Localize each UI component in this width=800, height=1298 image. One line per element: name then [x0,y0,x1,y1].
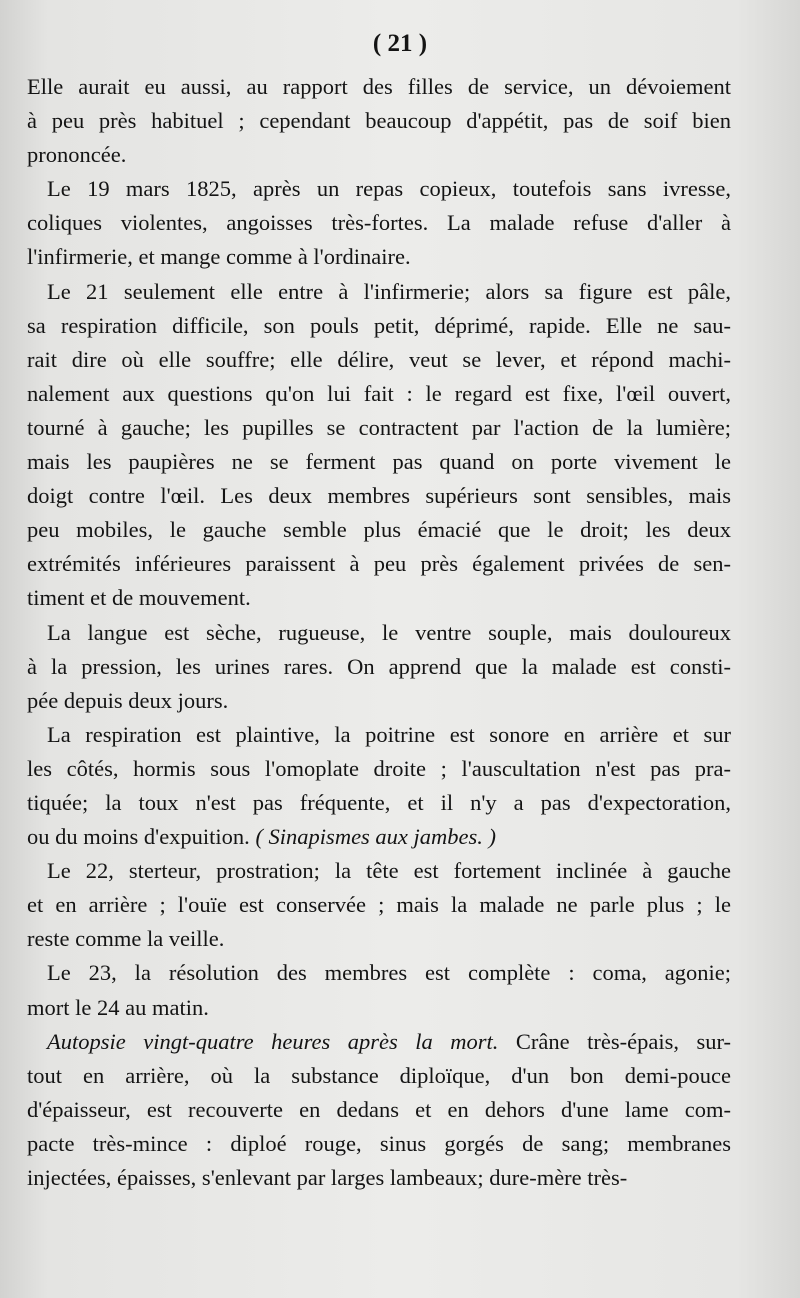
text-line [27,70,731,104]
text-line [27,1025,731,1059]
line-text: les côtés, hormis sous l'omoplate droite ; l'auscultation n'est pas pra- [27,755,731,781]
line-text: mort le 24 au matin. [27,994,209,1020]
text-line [27,956,731,990]
text-line [27,752,731,786]
paragraph [27,854,731,956]
line-text: d'épaisseur, est recouverte en dedans et en dehors d'une lame com- [27,1096,731,1122]
line-text: Le 22, sterteur, prostration; la tête est fortement inclinée à gauche [47,858,731,884]
paragraph [27,616,731,718]
text-line [27,445,731,479]
line-text: et en arrière ; l'ouïe est conservée ; mais la malade ne parle plus ; le [27,892,731,918]
text-line [27,1059,731,1093]
line-text: doigt contre l'œil. Les deux membres supérieurs sont sensibles, mais [27,483,731,509]
text-line [27,513,731,547]
body-text [27,70,731,1195]
text-line [27,650,731,684]
text-line [27,104,731,138]
line-text: rait dire où elle souffre; elle délire, veut se lever, et répond machi- [27,346,731,372]
italic-heading: Autopsie vingt-quatre heures après la mort. [47,1028,499,1054]
paragraph [27,718,731,854]
text-line [27,1161,731,1195]
paragraph [27,275,731,616]
text-line [27,206,731,240]
text-line [27,1093,731,1127]
line-text: tourné à gauche; les pupilles se contractent par l'action de la lumière; [27,414,731,440]
line-text: Le 21 seulement elle entre à l'infirmerie; alors sa figure est pâle, [47,278,731,304]
text-line [27,377,731,411]
paragraph [27,1025,731,1195]
line-text: nalement aux questions qu'on lui fait : le regard est fixe, l'œil ouvert, [27,380,731,406]
line-text: à peu près habituel ; cependant beaucoup d'appétit, pas de soif bien [27,108,731,134]
line-text: Le 23, la résolution des membres est complète : coma, agonie; [47,960,731,986]
line-text: Elle aurait eu aussi, au rapport des filles de service, un dévoiement [27,74,731,99]
text-line [27,854,731,888]
line-text: sa respiration difficile, son pouls petit, déprimé, rapide. Elle ne sau- [27,312,731,338]
italic-note: ( Sinapismes aux jambes. ) [255,824,497,850]
line-text: tout en arrière, où la substance diploïque, d'un bon demi-pouce [27,1062,731,1088]
line-text: injectées, épaisses, s'enlevant par larges lambeaux; dure-mère très- [27,1165,628,1190]
line-text: prononcée. [27,142,127,168]
text-line [27,684,731,718]
text-line [27,240,731,274]
text-line [27,820,731,854]
line-text: l'infirmerie, et mange comme à l'ordinaire. [27,244,411,270]
text-line [27,581,731,615]
line-text: pée depuis deux jours. [27,687,229,713]
line-text: peu mobiles, le gauche semble plus émacié que le droit; les deux [27,517,731,543]
line-text: La respiration est plaintive, la poitrine est sonore en arrière et sur [47,721,731,747]
line-text: Le 19 mars 1825, après un repas copieux, toutefois sans ivresse, [47,176,731,202]
text-line [27,479,731,513]
line-text: Crâne très-épais, sur- [498,1028,731,1054]
text-line [27,411,731,445]
line-text: pacte très-mince : diploé rouge, sinus gorgés de sang; membranes [27,1130,731,1156]
text-line [27,343,731,377]
text-line [27,922,731,956]
text-line [27,888,731,922]
text-line [27,547,731,581]
text-line [27,138,731,172]
paragraph [27,956,731,1024]
text-line [27,991,731,1025]
line-text: mais les paupières ne se ferment pas quand on porte vivement le [27,449,731,475]
line-text: extrémités inférieures paraissent à peu près également privées de sen- [27,551,731,577]
text-line [27,275,731,309]
text-line [27,1127,731,1161]
line-text: La langue est sèche, rugueuse, le ventre souple, mais douloureux [47,619,731,645]
page-number: ( 21 ) [372,30,428,57]
text-line [27,309,731,343]
line-text: timent et de mouvement. [27,585,251,611]
line-text: à la pression, les urines rares. On apprend que la malade est consti- [27,653,731,679]
text-line [27,786,731,820]
paragraph [27,172,731,274]
line-text: tiquée; la toux n'est pas fréquente, et il n'y a pas d'expectoration, [27,789,731,815]
line-text: reste comme la veille. [27,926,225,952]
text-line [27,172,731,206]
line-text: ou du moins d'expuition. [27,824,250,850]
line-text: coliques violentes, angoisses très-fortes. La malade refuse d'aller à [27,210,731,236]
text-line [27,616,731,650]
paragraph [27,70,731,172]
text-line [27,718,731,752]
